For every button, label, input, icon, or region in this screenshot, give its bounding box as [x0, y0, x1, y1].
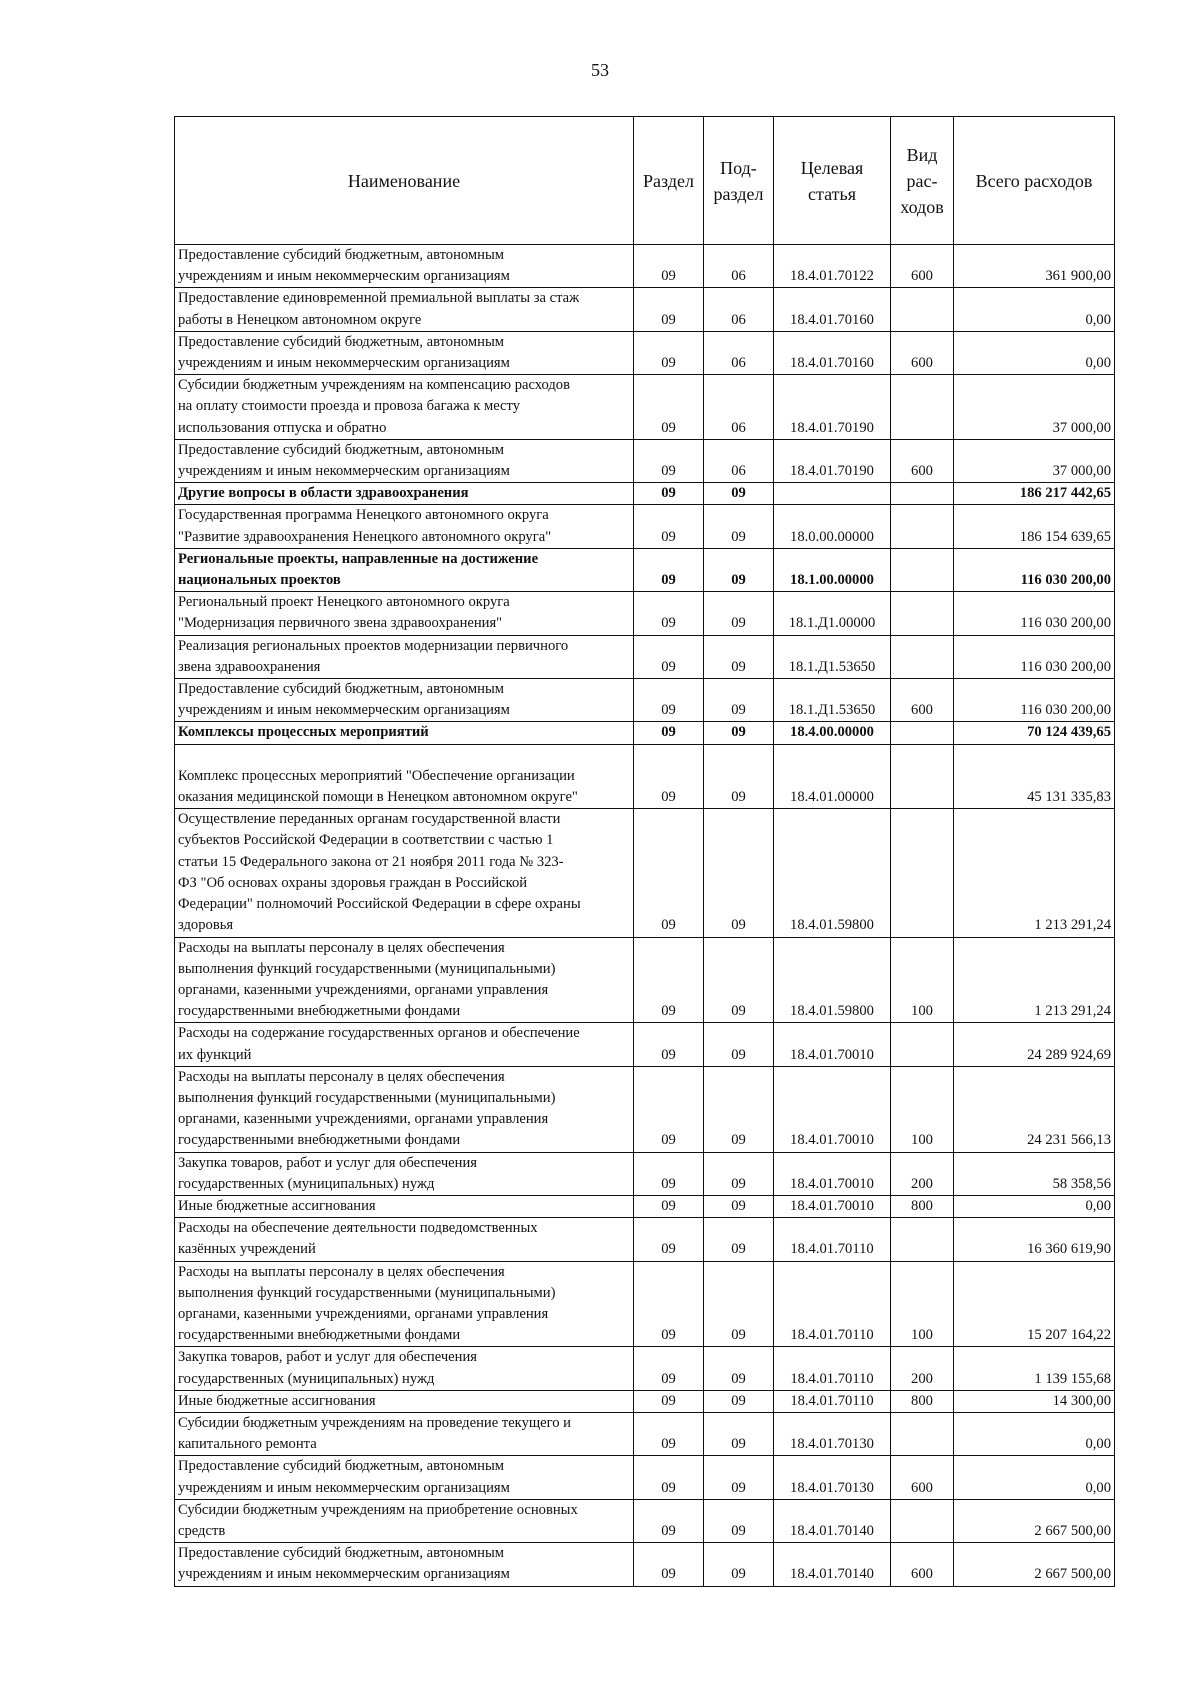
cell-expense-type — [891, 483, 954, 505]
cell-subsection: 09 — [704, 1499, 774, 1542]
cell-subsection: 09 — [704, 1390, 774, 1412]
cell-section: 09 — [634, 937, 704, 1023]
cell-subsection: 09 — [704, 548, 774, 591]
cell-total: 0,00 — [954, 331, 1115, 374]
cell-name: Государственная программа Ненецкого автономного округа "Развитие здравоохранения Ненецкого автономного округа" — [175, 505, 634, 548]
cell-name: Субсидии бюджетным учреждениям на компенсацию расходов на оплату стоимости проезда и провоза багажа к месту использования отпуска и обратно — [175, 375, 634, 440]
table-row — [175, 679, 1115, 722]
table-row — [175, 1499, 1115, 1542]
cell-subsection: 09 — [704, 1261, 774, 1347]
cell-total: 0,00 — [954, 1195, 1115, 1217]
table-row — [175, 548, 1115, 591]
cell-expense-type: 600 — [891, 1456, 954, 1499]
cell-target-article: 18.4.01.70160 — [774, 331, 891, 374]
cell-total: 58 358,56 — [954, 1152, 1115, 1195]
cell-target-article: 18.4.00.00000 — [774, 722, 891, 744]
cell-name: Закупка товаров, работ и услуг для обеспечения государственных (муниципальных) нужд — [175, 1347, 634, 1390]
cell-expense-type: 800 — [891, 1195, 954, 1217]
cell-name: Субсидии бюджетным учреждениям на приобретение основных средств — [175, 1499, 634, 1542]
cell-expense-type — [891, 548, 954, 591]
cell-target-article: 18.4.01.70010 — [774, 1195, 891, 1217]
cell-section: 09 — [634, 1066, 704, 1152]
cell-target-article: 18.4.01.70110 — [774, 1347, 891, 1390]
table-row — [175, 1390, 1115, 1412]
cell-section: 09 — [634, 1023, 704, 1066]
cell-total: 186 217 442,65 — [954, 483, 1115, 505]
cell-subsection: 09 — [704, 1218, 774, 1261]
cell-expense-type: 600 — [891, 331, 954, 374]
cell-expense-type: 100 — [891, 1066, 954, 1152]
header-expense-type: Вид рас- ходов — [891, 117, 954, 245]
cell-section: 09 — [634, 722, 704, 744]
cell-target-article: 18.4.01.70190 — [774, 439, 891, 482]
table-row — [175, 722, 1115, 744]
cell-expense-type: 200 — [891, 1347, 954, 1390]
cell-subsection: 09 — [704, 635, 774, 678]
cell-section: 09 — [634, 505, 704, 548]
cell-expense-type: 600 — [891, 679, 954, 722]
table-row — [175, 1066, 1115, 1152]
table-row — [175, 245, 1115, 288]
cell-target-article — [774, 483, 891, 505]
cell-total: 70 124 439,65 — [954, 722, 1115, 744]
header-subsection: Под- раздел — [704, 117, 774, 245]
cell-subsection: 06 — [704, 439, 774, 482]
cell-name: Расходы на выплаты персоналу в целях обеспечения выполнения функций государственными (муниципальными) органами, казенными учреждениями, органами управления государственными внебюджетными фондами — [175, 1261, 634, 1347]
cell-target-article: 18.4.01.70140 — [774, 1499, 891, 1542]
cell-section: 09 — [634, 439, 704, 482]
cell-total: 116 030 200,00 — [954, 548, 1115, 591]
cell-subsection: 06 — [704, 331, 774, 374]
table-row — [175, 288, 1115, 331]
cell-expense-type — [891, 1218, 954, 1261]
table-body — [175, 245, 1115, 1587]
cell-total: 361 900,00 — [954, 245, 1115, 288]
cell-expense-type — [891, 1412, 954, 1455]
cell-target-article: 18.4.01.70010 — [774, 1023, 891, 1066]
cell-subsection: 09 — [704, 1195, 774, 1217]
cell-name: Расходы на обеспечение деятельности подведомственных казённых учреждений — [175, 1218, 634, 1261]
cell-expense-type: 800 — [891, 1390, 954, 1412]
cell-subsection: 09 — [704, 809, 774, 937]
table-row — [175, 483, 1115, 505]
cell-expense-type — [891, 1499, 954, 1542]
cell-total: 24 231 566,13 — [954, 1066, 1115, 1152]
cell-section: 09 — [634, 331, 704, 374]
cell-name: Региональные проекты, направленные на достижение национальных проектов — [175, 548, 634, 591]
cell-target-article: 18.4.01.59800 — [774, 809, 891, 937]
table-row — [175, 1152, 1115, 1195]
cell-target-article: 18.1.00.00000 — [774, 548, 891, 591]
cell-target-article: 18.4.01.70122 — [774, 245, 891, 288]
cell-expense-type — [891, 744, 954, 809]
cell-total: 0,00 — [954, 288, 1115, 331]
cell-subsection: 09 — [704, 1412, 774, 1455]
cell-total: 1 139 155,68 — [954, 1347, 1115, 1390]
cell-subsection: 09 — [704, 937, 774, 1023]
cell-subsection: 06 — [704, 288, 774, 331]
cell-total: 0,00 — [954, 1456, 1115, 1499]
cell-name: Предоставление субсидий бюджетным, автономным учреждениям и иным некоммерческим организациям — [175, 1456, 634, 1499]
cell-section: 09 — [634, 548, 704, 591]
cell-expense-type: 600 — [891, 245, 954, 288]
cell-total: 186 154 639,65 — [954, 505, 1115, 548]
header-name: Наименование — [175, 117, 634, 245]
cell-subsection: 09 — [704, 505, 774, 548]
header-target-article: Целевая статья — [774, 117, 891, 245]
cell-name: Субсидии бюджетным учреждениям на проведение текущего и капитального ремонта — [175, 1412, 634, 1455]
table-row — [175, 592, 1115, 635]
cell-expense-type — [891, 288, 954, 331]
cell-total: 2 667 500,00 — [954, 1543, 1115, 1586]
cell-total: 1 213 291,24 — [954, 937, 1115, 1023]
cell-section: 09 — [634, 1261, 704, 1347]
cell-name: Расходы на содержание государственных органов и обеспечение их функций — [175, 1023, 634, 1066]
cell-total: 24 289 924,69 — [954, 1023, 1115, 1066]
cell-expense-type: 600 — [891, 1543, 954, 1586]
cell-subsection: 09 — [704, 744, 774, 809]
cell-name: Предоставление субсидий бюджетным, автономным учреждениям и иным некоммерческим организациям — [175, 245, 634, 288]
cell-section: 09 — [634, 483, 704, 505]
table-row — [175, 1347, 1115, 1390]
cell-name: Предоставление субсидий бюджетным, автономным учреждениям и иным некоммерческим организациям — [175, 1543, 634, 1586]
cell-section: 09 — [634, 679, 704, 722]
cell-name: Комплекс процессных мероприятий "Обеспечение организации оказания медицинской помощи в Ненецком автономном округе" — [175, 744, 634, 809]
cell-subsection: 06 — [704, 245, 774, 288]
cell-total: 14 300,00 — [954, 1390, 1115, 1412]
cell-expense-type: 600 — [891, 439, 954, 482]
cell-expense-type: 100 — [891, 937, 954, 1023]
cell-total: 15 207 164,22 — [954, 1261, 1115, 1347]
table-row — [175, 375, 1115, 440]
table-row — [175, 331, 1115, 374]
cell-expense-type — [891, 375, 954, 440]
cell-target-article: 18.4.01.70110 — [774, 1261, 891, 1347]
page-number: 53 — [591, 60, 609, 80]
cell-expense-type — [891, 809, 954, 937]
cell-target-article: 18.4.01.70160 — [774, 288, 891, 331]
table-row — [175, 1195, 1115, 1217]
cell-name: Региональный проект Ненецкого автономного округа "Модернизация первичного звена здравоохранения" — [175, 592, 634, 635]
cell-total: 2 667 500,00 — [954, 1499, 1115, 1542]
cell-name: Иные бюджетные ассигнования — [175, 1195, 634, 1217]
cell-target-article: 18.1.Д1.53650 — [774, 679, 891, 722]
cell-name: Иные бюджетные ассигнования — [175, 1390, 634, 1412]
cell-section: 09 — [634, 809, 704, 937]
cell-expense-type: 200 — [891, 1152, 954, 1195]
cell-section: 09 — [634, 245, 704, 288]
cell-name: Реализация региональных проектов модернизации первичного звена здравоохранения — [175, 635, 634, 678]
cell-name: Предоставление субсидий бюджетным, автономным учреждениям и иным некоммерческим организациям — [175, 331, 634, 374]
cell-subsection: 09 — [704, 722, 774, 744]
table-row — [175, 1218, 1115, 1261]
cell-name: Расходы на выплаты персоналу в целях обеспечения выполнения функций государственными (муниципальными) органами, казенными учреждениями, органами управления государственными внебюджетными фондами — [175, 937, 634, 1023]
cell-target-article: 18.0.00.00000 — [774, 505, 891, 548]
cell-target-article: 18.4.01.70110 — [774, 1390, 891, 1412]
cell-target-article: 18.4.01.00000 — [774, 744, 891, 809]
table-row — [175, 1023, 1115, 1066]
cell-section: 09 — [634, 288, 704, 331]
cell-name: Комплексы процессных мероприятий — [175, 722, 634, 744]
cell-subsection: 09 — [704, 483, 774, 505]
table-row — [175, 1456, 1115, 1499]
cell-section: 09 — [634, 1499, 704, 1542]
cell-subsection: 09 — [704, 1152, 774, 1195]
cell-section: 09 — [634, 1347, 704, 1390]
cell-subsection: 09 — [704, 1543, 774, 1586]
cell-expense-type — [891, 722, 954, 744]
cell-subsection: 09 — [704, 679, 774, 722]
cell-target-article: 18.4.01.70130 — [774, 1412, 891, 1455]
cell-expense-type: 100 — [891, 1261, 954, 1347]
cell-expense-type — [891, 1023, 954, 1066]
cell-expense-type — [891, 505, 954, 548]
cell-name: Предоставление субсидий бюджетным, автономным учреждениям и иным некоммерческим организациям — [175, 679, 634, 722]
cell-name: Закупка товаров, работ и услуг для обеспечения государственных (муниципальных) нужд — [175, 1152, 634, 1195]
table-row — [175, 809, 1115, 937]
table-row — [175, 635, 1115, 678]
cell-target-article: 18.4.01.70190 — [774, 375, 891, 440]
table-row — [175, 505, 1115, 548]
cell-total: 0,00 — [954, 1412, 1115, 1455]
cell-total: 37 000,00 — [954, 439, 1115, 482]
cell-subsection: 06 — [704, 375, 774, 440]
cell-total: 16 360 619,90 — [954, 1218, 1115, 1261]
table-row — [175, 1543, 1115, 1586]
cell-section: 09 — [634, 1152, 704, 1195]
cell-section: 09 — [634, 1218, 704, 1261]
cell-section: 09 — [634, 635, 704, 678]
cell-section: 09 — [634, 1543, 704, 1586]
cell-subsection: 09 — [704, 1456, 774, 1499]
cell-subsection: 09 — [704, 592, 774, 635]
cell-name: Осуществление переданных органам государственной власти субъектов Российской Федерации в соответствии с частью 1 статьи 15 Федерального закона от 21 ноября 2011 года № 323- ФЗ "Об основах охраны здоровья граждан в Российской Федерации" полномочий Российской Федерации в сфере охраны здоровья — [175, 809, 634, 937]
cell-total: 116 030 200,00 — [954, 679, 1115, 722]
cell-total: 116 030 200,00 — [954, 635, 1115, 678]
cell-target-article: 18.1.Д1.53650 — [774, 635, 891, 678]
cell-subsection: 09 — [704, 1347, 774, 1390]
cell-section: 09 — [634, 592, 704, 635]
cell-target-article: 18.4.01.70140 — [774, 1543, 891, 1586]
cell-total: 45 131 335,83 — [954, 744, 1115, 809]
cell-total: 1 213 291,24 — [954, 809, 1115, 937]
cell-subsection: 09 — [704, 1066, 774, 1152]
header-section: Раздел — [634, 117, 704, 245]
cell-section: 09 — [634, 1412, 704, 1455]
cell-name: Предоставление субсидий бюджетным, автономным учреждениям и иным некоммерческим организациям — [175, 439, 634, 482]
table-row — [175, 439, 1115, 482]
cell-total: 37 000,00 — [954, 375, 1115, 440]
cell-target-article: 18.4.01.70010 — [774, 1152, 891, 1195]
cell-section: 09 — [634, 1195, 704, 1217]
cell-section: 09 — [634, 1456, 704, 1499]
table-header-row — [175, 117, 1115, 245]
header-total: Всего расходов — [954, 117, 1115, 245]
cell-section: 09 — [634, 744, 704, 809]
cell-target-article: 18.4.01.70130 — [774, 1456, 891, 1499]
table-row — [175, 937, 1115, 1023]
cell-target-article: 18.1.Д1.00000 — [774, 592, 891, 635]
cell-expense-type — [891, 592, 954, 635]
cell-total: 116 030 200,00 — [954, 592, 1115, 635]
cell-target-article: 18.4.01.70010 — [774, 1066, 891, 1152]
cell-section: 09 — [634, 375, 704, 440]
cell-name: Другие вопросы в области здравоохранения — [175, 483, 634, 505]
cell-name: Предоставление единовременной премиальной выплаты за стаж работы в Ненецком автономном округе — [175, 288, 634, 331]
table-row — [175, 1412, 1115, 1455]
cell-expense-type — [891, 635, 954, 678]
cell-target-article: 18.4.01.59800 — [774, 937, 891, 1023]
table-row — [175, 1261, 1115, 1347]
cell-subsection: 09 — [704, 1023, 774, 1066]
cell-target-article: 18.4.01.70110 — [774, 1218, 891, 1261]
budget-table — [174, 116, 1115, 1587]
cell-section: 09 — [634, 1390, 704, 1412]
cell-name: Расходы на выплаты персоналу в целях обеспечения выполнения функций государственными (муниципальными) органами, казенными учреждениями, органами управления государственными внебюджетными фондами — [175, 1066, 634, 1152]
table-row — [175, 744, 1115, 809]
